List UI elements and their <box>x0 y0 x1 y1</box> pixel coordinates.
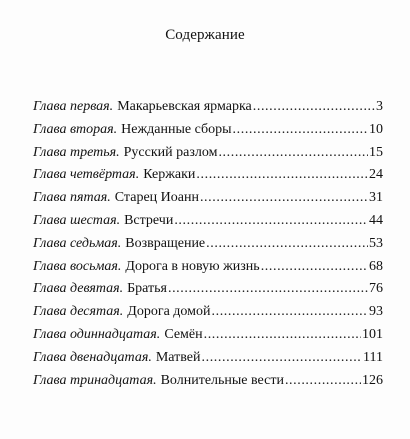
page-number: 101 <box>362 326 383 342</box>
page-number: 126 <box>362 372 383 388</box>
chapter-label: Глава шестая. <box>33 212 121 228</box>
chapter-label: Глава пятая. <box>33 190 111 206</box>
dot-leader <box>202 347 363 370</box>
chapter-label: Глава двенадцатая. <box>33 349 152 365</box>
chapter-label: Глава восьмая. <box>33 258 122 274</box>
dot-leader <box>253 96 375 119</box>
chapter-title: Волнительные вести <box>160 372 284 388</box>
chapter-title: Возвращение <box>125 235 206 251</box>
chapter-label: Глава седьмая. <box>33 235 122 251</box>
dot-leader <box>261 256 368 279</box>
dot-leader <box>168 278 368 301</box>
chapter-label: Глава четвёртая. <box>33 167 140 183</box>
page-number: 76 <box>369 281 383 297</box>
page-number: 3 <box>376 99 383 114</box>
toc-entry <box>33 142 383 165</box>
page-number: 53 <box>369 235 383 251</box>
chapter-title: Кержаки <box>143 167 196 183</box>
chapter-label: Глава девятая. <box>33 281 124 297</box>
dot-leader <box>233 119 368 142</box>
page-number: 111 <box>363 349 383 365</box>
dot-leader <box>206 233 368 256</box>
page-number: 10 <box>369 121 383 137</box>
page-number: 31 <box>369 190 383 206</box>
chapter-title: Братья <box>127 281 167 297</box>
chapter-title: Дорога в новую жизнь <box>125 258 260 274</box>
page-number: 15 <box>369 144 383 160</box>
toc-entry <box>33 370 383 393</box>
toc-entry <box>33 96 383 119</box>
dot-leader <box>204 324 361 347</box>
chapter-title: Дорога домой <box>127 304 211 320</box>
toc-entry <box>33 256 383 279</box>
page-number: 44 <box>369 212 383 228</box>
chapter-label: Глава десятая. <box>33 304 124 320</box>
toc-entry <box>33 324 383 347</box>
dot-leader <box>174 210 368 233</box>
chapter-label: Глава первая. <box>33 99 114 114</box>
chapter-label: Глава одиннадцатая. <box>33 326 161 342</box>
chapter-title: Матвей <box>155 349 201 365</box>
toc-entry <box>33 164 383 187</box>
dot-leader <box>285 370 361 393</box>
chapter-label: Глава третья. <box>33 144 120 160</box>
page-number: 68 <box>369 258 383 274</box>
dot-leader <box>218 142 368 165</box>
chapter-title: Русский разлом <box>123 144 218 160</box>
dot-leader <box>196 164 368 187</box>
dot-leader <box>200 187 368 210</box>
chapter-label: Глава тринадцатая. <box>33 372 157 388</box>
table-of-contents <box>33 96 383 392</box>
chapter-title: Нежданные сборы <box>121 121 232 137</box>
toc-entry <box>33 301 383 324</box>
chapter-label: Глава вторая. <box>33 121 118 137</box>
toc-entry <box>33 187 383 210</box>
toc-entry <box>33 233 383 256</box>
page-number: 93 <box>369 304 383 320</box>
dot-leader <box>212 301 369 324</box>
page-number: 24 <box>369 167 383 183</box>
toc-entry <box>33 210 383 233</box>
chapter-title: Макарьевская ярмарка <box>117 99 252 114</box>
page-title: Содержание <box>165 27 245 43</box>
toc-entry <box>33 119 383 142</box>
chapter-title: Старец Иоанн <box>114 190 199 206</box>
toc-entry <box>33 278 383 301</box>
toc-entry <box>33 347 383 370</box>
chapter-title: Семён <box>164 326 203 342</box>
chapter-title: Встречи <box>124 212 174 228</box>
